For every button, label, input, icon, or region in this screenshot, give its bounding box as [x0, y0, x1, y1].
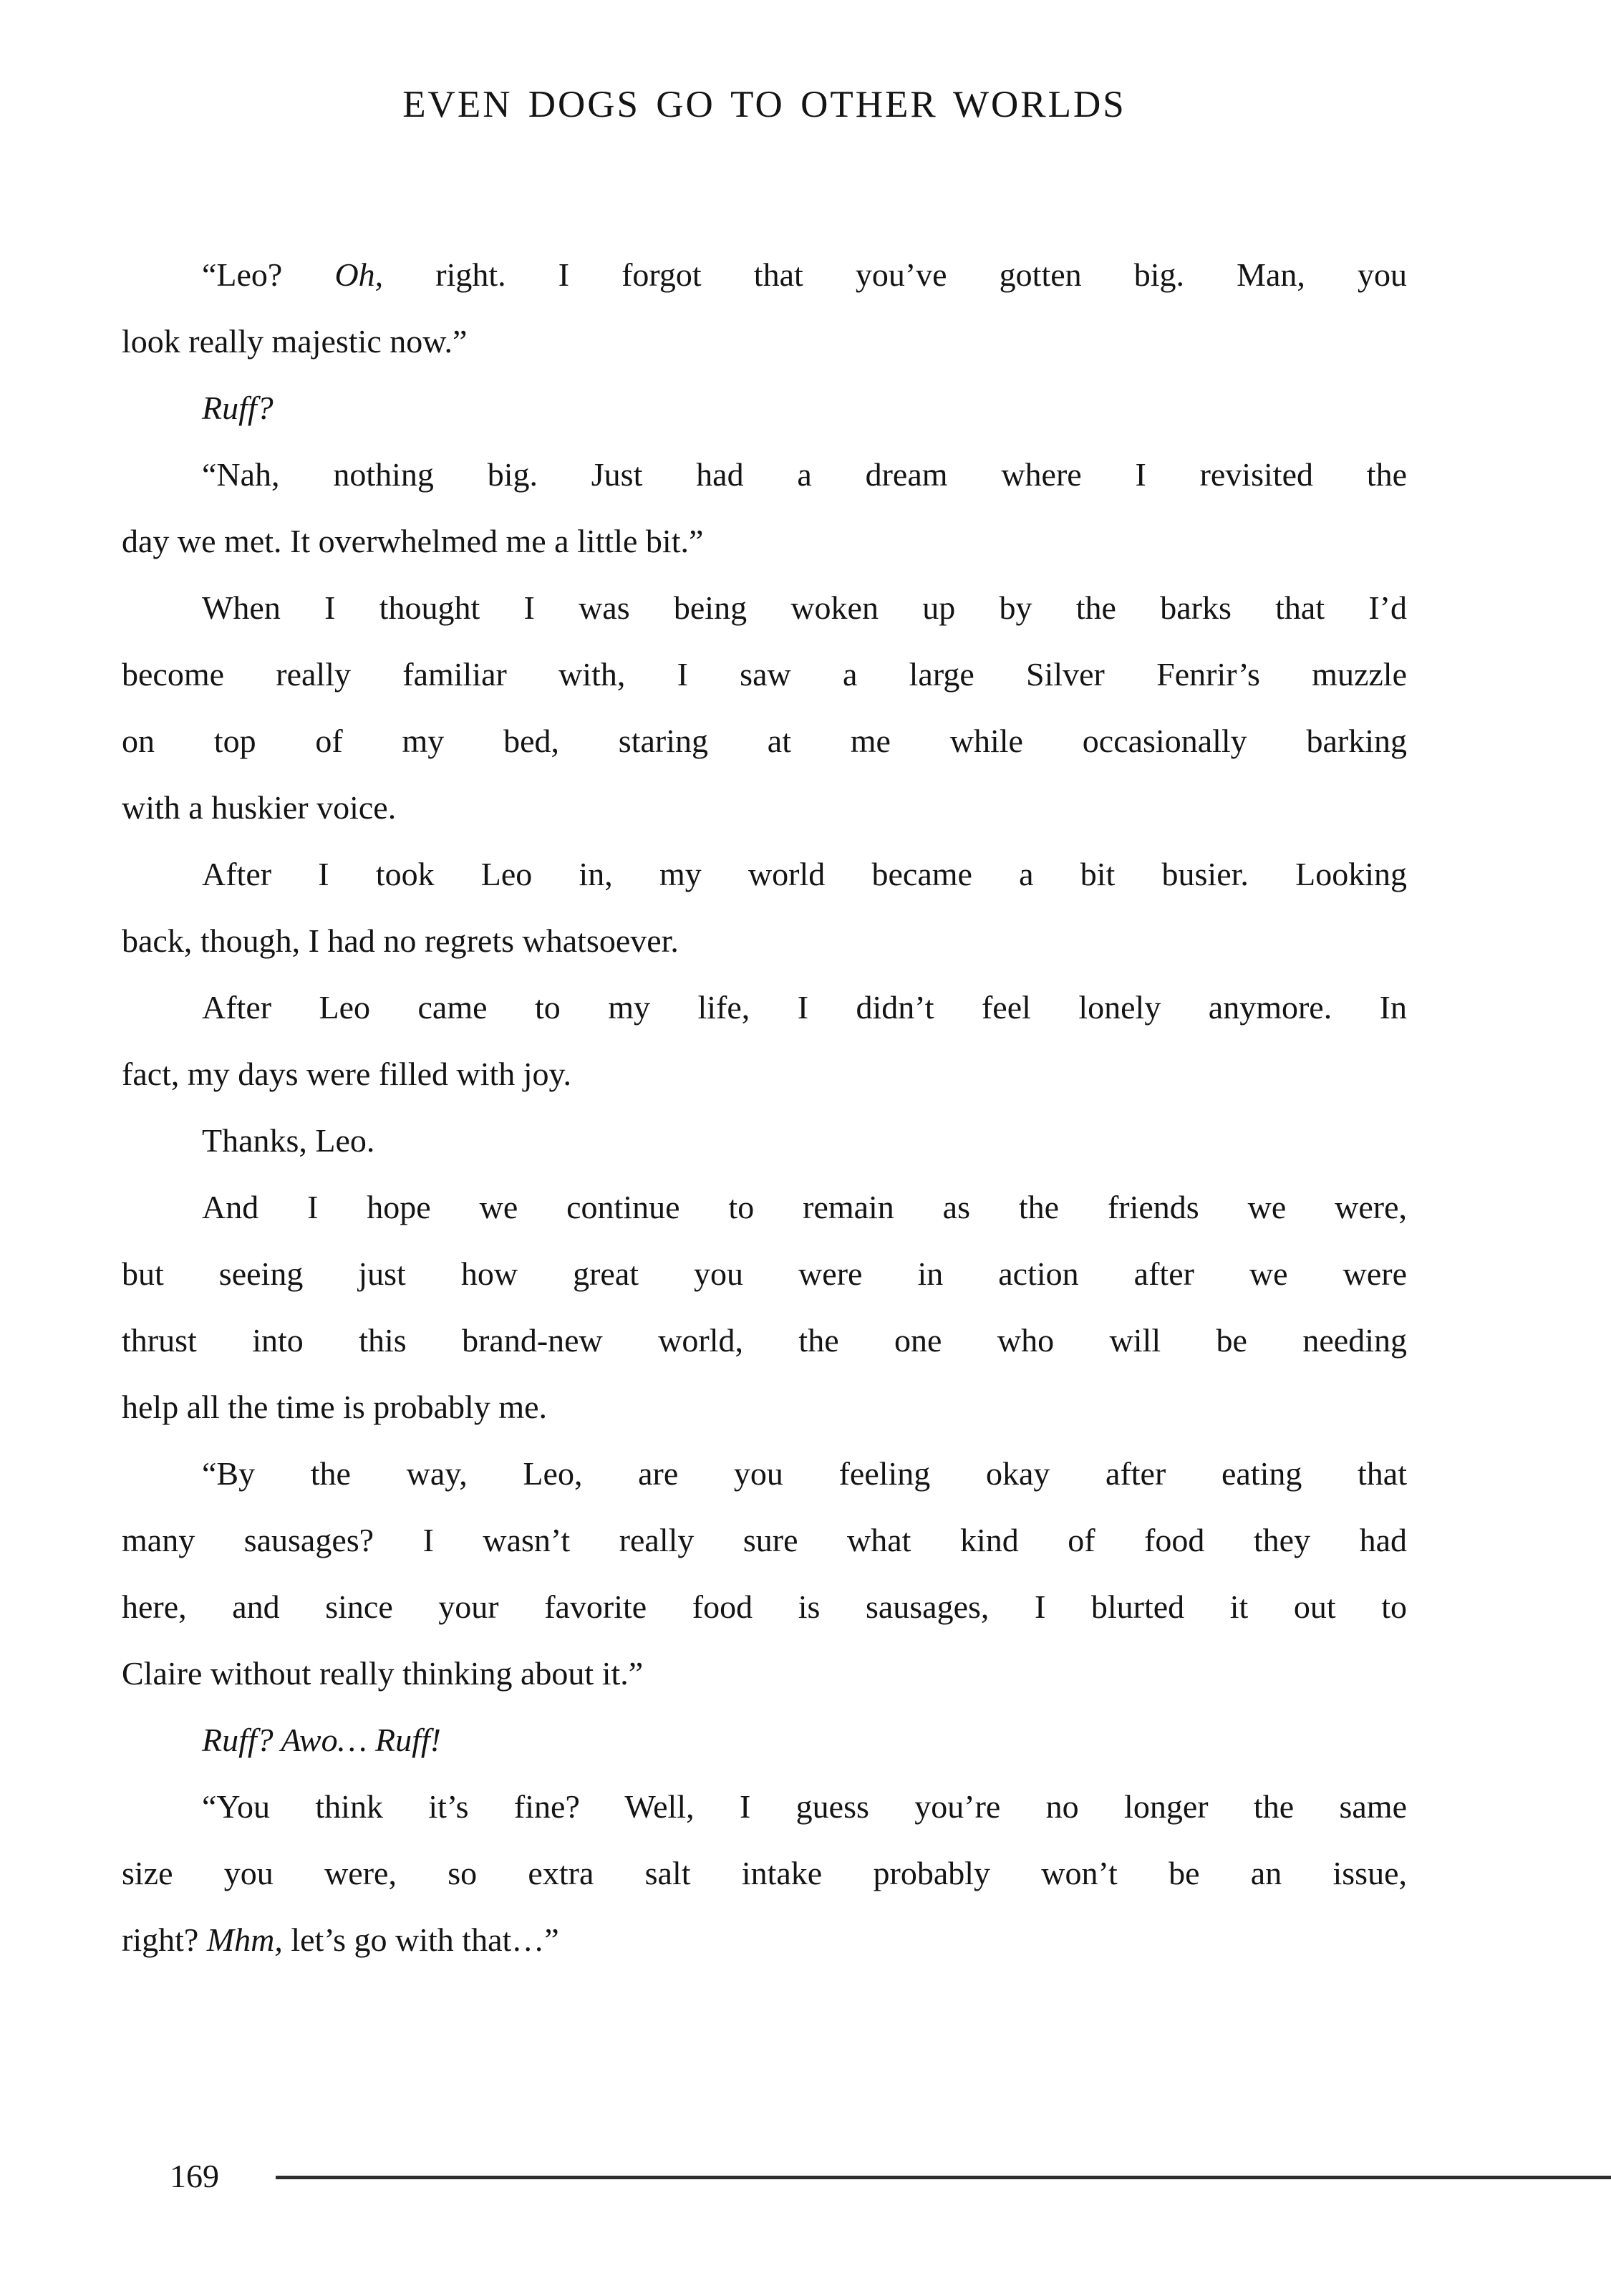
text-segment: but seeing just how great you were in action after we were — [122, 1255, 1407, 1292]
text-line — [122, 774, 1407, 841]
text-segment: “Leo? — [202, 256, 335, 293]
text-segment: look really majestic now.” — [122, 323, 468, 360]
italic-text: Ruff? Awo… Ruff! — [202, 1722, 441, 1758]
text-segment: fact, my days were filled with joy. — [122, 1056, 572, 1092]
text-segment: become really familiar with, I saw a large Silver Fenrir’s muzzle — [122, 656, 1407, 693]
paragraph — [122, 574, 1407, 841]
paragraph — [122, 1174, 1407, 1440]
text-line — [122, 308, 1407, 375]
text-line — [122, 574, 1407, 641]
text-segment: “By the way, Leo, are you feeling okay after eating that — [202, 1455, 1407, 1492]
text-line — [122, 641, 1407, 708]
text-line — [122, 1707, 1407, 1773]
text-line — [122, 907, 1407, 974]
text-line — [122, 1174, 1407, 1240]
text-line — [122, 508, 1407, 574]
text-line — [122, 708, 1407, 774]
text-segment: “You think it’s fine? Well, I guess you’re no longer the same — [202, 1788, 1407, 1825]
italic-text: Mhm, — [206, 1921, 283, 1958]
text-line — [122, 241, 1407, 308]
text-line — [122, 441, 1407, 508]
text-line — [122, 1307, 1407, 1374]
footer-rule — [276, 2176, 1611, 2179]
text-line — [122, 1507, 1407, 1573]
text-segment: help all the time is probably me. — [122, 1389, 548, 1425]
text-segment: After I took Leo in, my world became a bit busier. Looking — [202, 856, 1407, 892]
paragraph — [122, 841, 1407, 974]
text-segment: right. I forgot that you’ve gotten big. Man, you — [383, 256, 1407, 293]
running-header: EVEN DOGS GO TO OTHER WORLDS — [402, 84, 1126, 125]
text-line — [122, 1107, 1407, 1174]
text-line — [122, 1840, 1407, 1906]
italic-text: Ruff? — [202, 390, 274, 426]
text-line — [122, 1640, 1407, 1707]
text-segment: When I thought I was being woken up by the barks that I’d — [202, 589, 1407, 626]
text-line — [122, 1573, 1407, 1640]
text-line — [122, 1906, 1407, 1973]
text-segment: Claire without really thinking about it.” — [122, 1655, 644, 1692]
text-segment: here, and since your favorite food is sausages, I blurted it out to — [122, 1588, 1407, 1625]
paragraph — [122, 1773, 1407, 1973]
page-number: 169 — [170, 2158, 219, 2194]
text-line — [122, 841, 1407, 907]
text-line — [122, 1240, 1407, 1307]
text-segment: on top of my bed, staring at me while occasionally barking — [122, 723, 1407, 759]
text-line — [122, 1773, 1407, 1840]
text-segment: many sausages? I wasn’t really sure what kind of food they had — [122, 1522, 1407, 1558]
text-segment: back, though, I had no regrets whatsoever. — [122, 922, 679, 959]
text-segment: with a huskier voice. — [122, 789, 397, 826]
paragraph — [122, 974, 1407, 1107]
text-line — [122, 1440, 1407, 1507]
text-segment: And I hope we continue to remain as the friends we were, — [202, 1189, 1407, 1225]
text-line — [122, 375, 1407, 441]
body-text — [122, 241, 1407, 1973]
text-segment: “Nah, nothing big. Just had a dream where I revisited the — [202, 456, 1407, 493]
paragraph — [122, 441, 1407, 574]
text-line — [122, 974, 1407, 1041]
paragraph — [122, 1107, 1407, 1174]
paragraph — [122, 375, 1407, 441]
paragraph — [122, 1707, 1407, 1773]
paragraph — [122, 241, 1407, 375]
text-segment: let’s go with that…” — [282, 1921, 559, 1958]
italic-text: Oh, — [334, 256, 384, 293]
text-segment: day we met. It overwhelmed me a little bit.” — [122, 523, 704, 559]
text-segment: right? — [122, 1921, 207, 1958]
text-segment: Thanks, Leo. — [202, 1122, 375, 1159]
text-segment: After Leo came to my life, I didn’t feel lonely anymore. In — [202, 989, 1407, 1026]
text-segment: thrust into this brand-new world, the one who will be needing — [122, 1322, 1407, 1359]
text-line — [122, 1041, 1407, 1107]
text-line — [122, 1374, 1407, 1440]
paragraph — [122, 1440, 1407, 1707]
text-segment: size you were, so extra salt intake probably won’t be an issue, — [122, 1855, 1407, 1891]
